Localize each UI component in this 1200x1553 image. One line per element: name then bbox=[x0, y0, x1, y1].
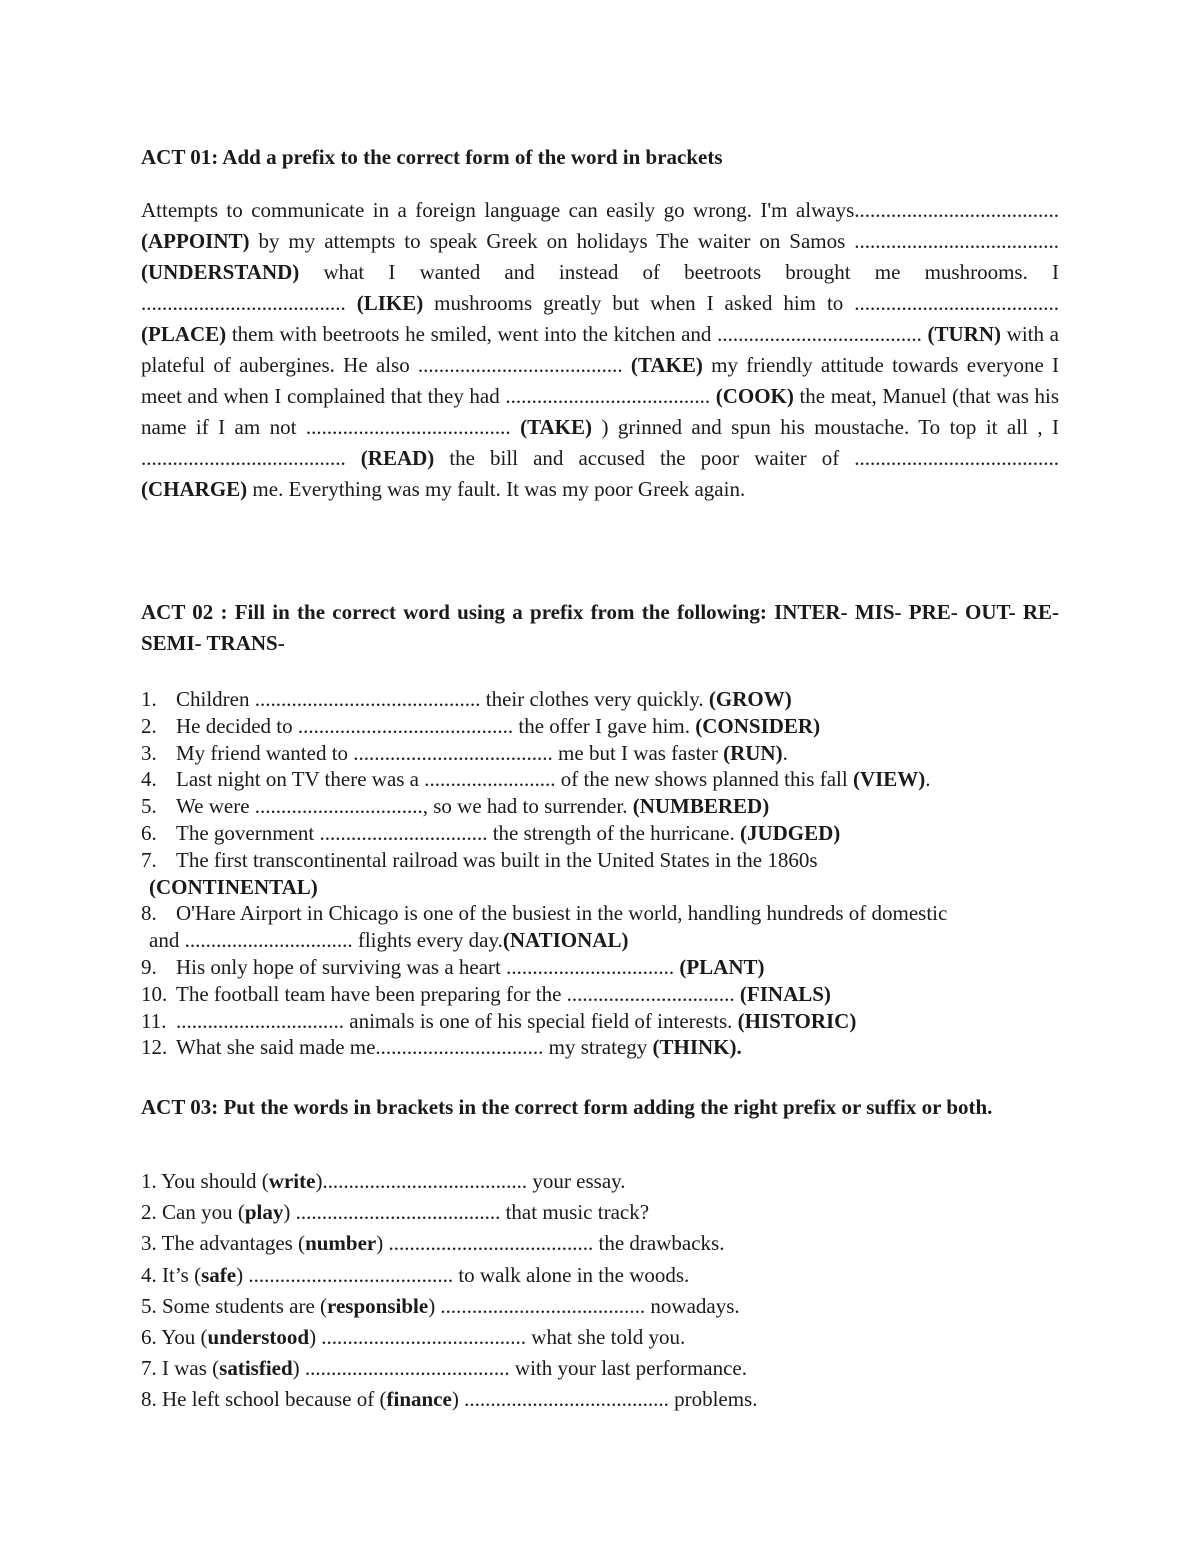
act1-heading: ACT 01: Add a prefix to the correct form of the word in brackets bbox=[141, 145, 723, 169]
item-number: 4. bbox=[141, 767, 157, 792]
list-item bbox=[141, 766, 1059, 793]
item-text: 7. I was ( bbox=[141, 1356, 220, 1381]
act1-segment: by my attempts to speak Greek on holidays The waiter on Samos ....................................... bbox=[249, 229, 1059, 253]
act1-keyword: (PLACE) bbox=[141, 322, 227, 346]
item-keyword: (THINK). bbox=[652, 1035, 742, 1060]
act1-keyword: (READ) bbox=[360, 446, 435, 470]
item-text: )....................................... your essay. bbox=[315, 1169, 626, 1193]
item-keyword: (RUN) bbox=[723, 740, 783, 765]
item-text: 5. Some students are ( bbox=[141, 1293, 328, 1318]
act1-segment: ) grinned and spun his moustache. To top it all , I ....................................... bbox=[141, 415, 1059, 470]
item-number: 7. bbox=[141, 847, 157, 872]
act3-list bbox=[141, 1166, 1059, 1416]
item-text: What she said made me................................ my strategy bbox=[176, 1035, 653, 1060]
act1-keyword: (LIKE) bbox=[356, 291, 424, 315]
item-keyword: (JUDGED) bbox=[739, 820, 841, 845]
item-text: The first transcontinental railroad was built in the United States in the 1860s bbox=[176, 847, 818, 872]
item-keyword: write bbox=[268, 1169, 316, 1193]
act2-list bbox=[141, 686, 1059, 1061]
item-text: We were ................................, so we had to surrender. bbox=[176, 794, 633, 819]
act1-segment: what I wanted and instead of beetroots brought me mushrooms. I ....................................... bbox=[141, 260, 1059, 315]
list-item bbox=[141, 820, 1059, 847]
item-text: ) ....................................... nowadays. bbox=[428, 1293, 740, 1318]
item-text: ) ....................................... with your last performance. bbox=[292, 1356, 747, 1381]
item-text: My friend wanted to ...................................... me but I was faster bbox=[176, 740, 724, 765]
item-text: 8. He left school because of ( bbox=[141, 1387, 387, 1412]
list-item bbox=[141, 686, 1059, 713]
list-item bbox=[141, 1291, 1059, 1322]
item-keyword: (NUMBERED) bbox=[632, 794, 770, 819]
act2-heading: ACT 02 : Fill in the correct word using a prefix from the following: INTER- MIS- PRE- OUT- RE- SEMI- TRANS- bbox=[141, 600, 1059, 655]
item-text: His only hope of surviving was a heart ................................ bbox=[176, 954, 680, 979]
act1-segment: mushrooms greatly but when I asked him to ....................................... bbox=[423, 291, 1059, 315]
item-keyword: understood bbox=[207, 1325, 310, 1350]
act1-segment: them with beetroots he smiled, went into the kitchen and ....................................... bbox=[226, 322, 928, 346]
item-after: . bbox=[925, 767, 931, 792]
item-keyword: satisfied bbox=[219, 1356, 293, 1381]
list-item bbox=[141, 900, 1059, 954]
act3-heading: ACT 03: Put the words in brackets in the correct form adding the right prefix or suffix or both. bbox=[141, 1095, 993, 1119]
item-text: Children ........................................... their clothes very quickly. bbox=[176, 687, 709, 711]
item-number: 3. bbox=[141, 740, 157, 765]
item-text: ) ....................................... the drawbacks. bbox=[376, 1231, 725, 1256]
item-keyword: (NATIONAL) bbox=[502, 928, 629, 953]
item-keyword: finance bbox=[386, 1387, 452, 1412]
list-item bbox=[141, 1260, 1059, 1291]
item-number: 6. bbox=[141, 820, 157, 845]
act1-paragraph bbox=[141, 195, 1059, 505]
list-item bbox=[141, 981, 1059, 1008]
list-item bbox=[141, 793, 1059, 820]
item-number: 9. bbox=[141, 954, 157, 979]
item-text: 2. Can you ( bbox=[141, 1200, 245, 1225]
item-keyword: (FINALS) bbox=[739, 981, 831, 1006]
item-text: 6. You ( bbox=[141, 1325, 208, 1350]
act1-segment: Attempts to communicate in a foreign language can easily go wrong. I'm always....................................... bbox=[141, 198, 1059, 222]
item-text: ) ....................................... that music track? bbox=[283, 1200, 650, 1225]
item-text-continued: and ................................ flights every day. bbox=[149, 928, 503, 953]
list-item bbox=[141, 1166, 1059, 1197]
item-keyword: safe bbox=[201, 1262, 237, 1287]
item-keyword: (PLANT) bbox=[679, 954, 765, 979]
item-text: 4. It’s ( bbox=[141, 1262, 202, 1287]
list-item bbox=[141, 1353, 1059, 1384]
item-number: 8. bbox=[141, 901, 157, 926]
item-number: 2. bbox=[141, 713, 157, 738]
item-keyword: (VIEW) bbox=[852, 767, 926, 792]
item-text: He decided to ......................................... the offer I gave him. bbox=[176, 713, 696, 738]
item-text: 3. The advantages ( bbox=[141, 1231, 306, 1256]
act1-keyword: (CHARGE) bbox=[141, 477, 248, 501]
list-item bbox=[141, 1228, 1059, 1259]
act1-segment: the meat, Manuel (that was his name if I am not ....................................... bbox=[141, 384, 1060, 439]
act1-keyword: (APPOINT) bbox=[141, 229, 250, 253]
act1-segment: with a plateful of aubergines. He also ....................................... bbox=[141, 322, 1059, 377]
act1-keyword: (UNDERSTAND) bbox=[141, 260, 300, 284]
item-keyword: play bbox=[244, 1200, 284, 1225]
act1-keyword: (TURN) bbox=[927, 322, 1002, 346]
item-text: 1. You should ( bbox=[141, 1169, 269, 1193]
item-keyword: responsible bbox=[327, 1293, 429, 1318]
item-keyword: (HISTORIC) bbox=[737, 1008, 857, 1033]
item-text: ................................ animals is one of his special field of interests. bbox=[176, 1008, 738, 1033]
item-text: ) ....................................... to walk alone in the woods. bbox=[236, 1262, 690, 1287]
list-item bbox=[141, 1322, 1059, 1353]
item-text: O'Hare Airport in Chicago is one of the busiest in the world, handling hundreds of domestic bbox=[176, 901, 948, 926]
act1-keyword: (TAKE) bbox=[520, 415, 593, 439]
act1-segment: the bill and accused the poor waiter of ....................................... bbox=[434, 446, 1060, 470]
item-text: Last night on TV there was a ......................... of the new shows planned this fall bbox=[176, 767, 853, 792]
list-item bbox=[141, 740, 1059, 767]
act1-keyword: (TAKE) bbox=[630, 353, 703, 377]
item-number: 12. bbox=[141, 1035, 168, 1060]
item-number: 5. bbox=[141, 794, 157, 819]
item-after: . bbox=[782, 740, 788, 765]
item-text: ) ....................................... what she told you. bbox=[309, 1325, 686, 1350]
item-keyword: (CONTINENTAL) bbox=[149, 874, 318, 899]
item-keyword: (GROW) bbox=[708, 687, 792, 711]
act1-keyword: (COOK) bbox=[715, 384, 794, 408]
item-text: The football team have been preparing for the ................................ bbox=[176, 981, 740, 1006]
list-item bbox=[141, 1008, 1059, 1035]
list-item bbox=[141, 1034, 1059, 1061]
item-number: 11. bbox=[141, 1008, 167, 1033]
list-item bbox=[141, 1197, 1059, 1228]
item-number: 1. bbox=[141, 687, 157, 711]
list-item bbox=[141, 1384, 1059, 1415]
list-item bbox=[141, 713, 1059, 740]
item-keyword: (CONSIDER) bbox=[695, 713, 821, 738]
item-keyword: number bbox=[305, 1231, 377, 1256]
act1-segment: me. Everything was my fault. It was my poor Greek again. bbox=[247, 477, 746, 501]
act1-segment: my friendly attitude towards everyone I meet and when I complained that they had ....................................... bbox=[141, 353, 1059, 408]
item-number: 10. bbox=[141, 981, 168, 1006]
list-item bbox=[141, 847, 1059, 901]
item-text: The government ................................ the strength of the hurricane. bbox=[176, 820, 740, 845]
list-item bbox=[141, 954, 1059, 981]
item-text: ) ....................................... problems. bbox=[451, 1387, 758, 1412]
